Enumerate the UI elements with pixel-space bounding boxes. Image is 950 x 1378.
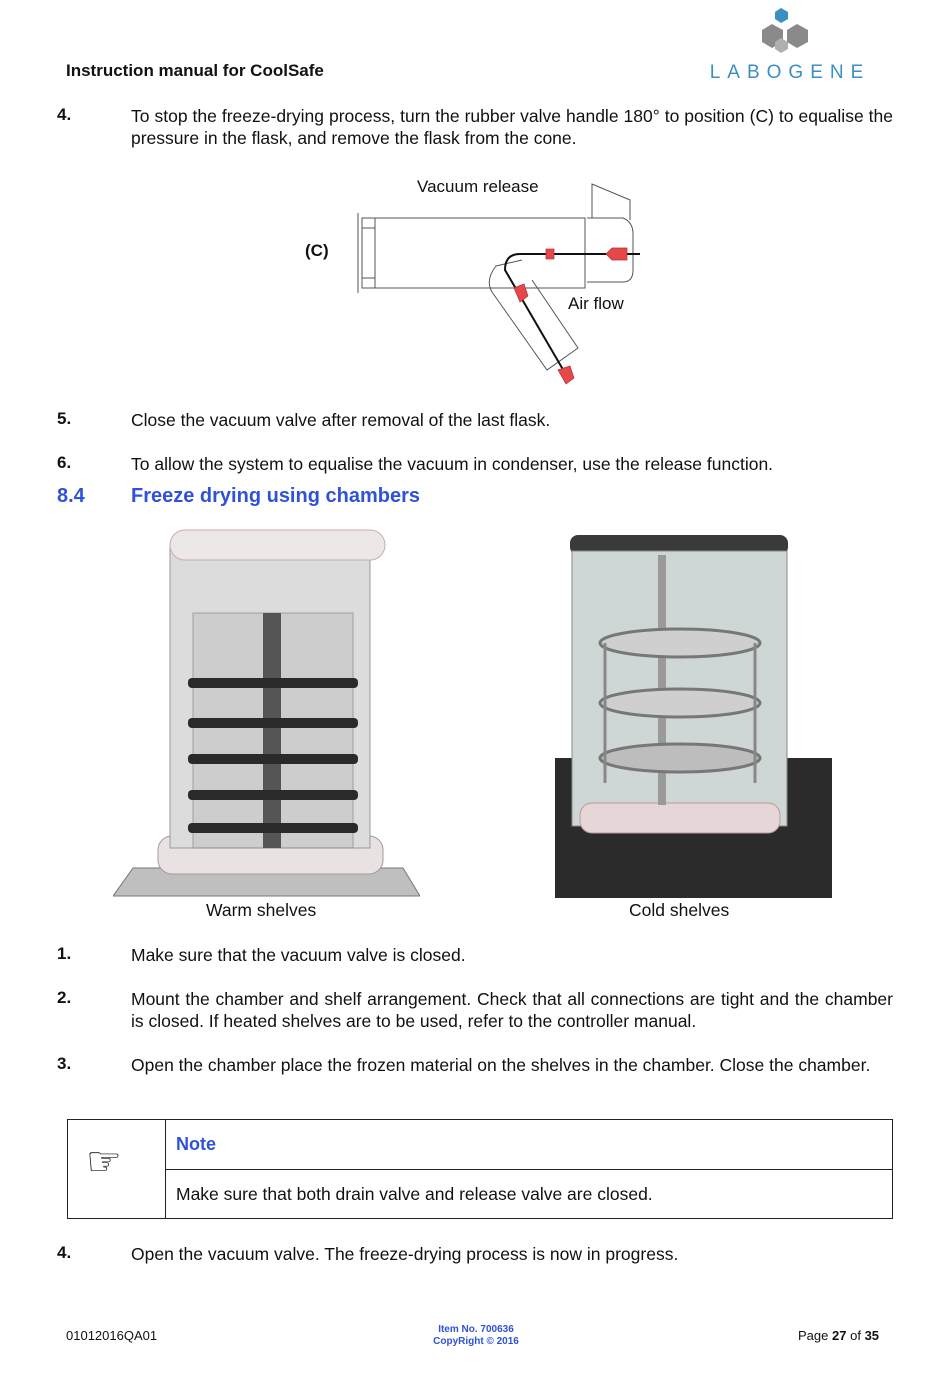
note-divider: [165, 1169, 892, 1170]
step-text: To stop the freeze-drying process, turn the rubber valve handle 180° to position (C) to equalise the pressure in the flask, and remove the flask from the cone.: [131, 106, 893, 148]
cold-shelves-photo: [550, 533, 832, 898]
step-text: To allow the system to equalise the vacuum in condenser, use the release function.: [131, 454, 774, 474]
step-text: Open the vacuum valve. The freeze-drying process is now in progress.: [131, 1244, 679, 1264]
warm-shelves-photo: [113, 518, 420, 898]
document-code: 01012016QA01: [66, 1328, 158, 1343]
page-current: 27: [832, 1328, 847, 1343]
step-number: 4.: [57, 1243, 72, 1262]
step-number: 1.: [57, 944, 72, 963]
airflow-arrow-icon: [606, 248, 627, 260]
step-text: Make sure that the vacuum valve is closed.: [131, 945, 466, 965]
labogene-logo: [695, 6, 890, 86]
page-total: 35: [864, 1328, 880, 1343]
diagram-vacuum-release-label: Vacuum release: [417, 177, 539, 196]
step-number: 5.: [57, 409, 72, 428]
diagram-position-label: (C): [305, 241, 329, 260]
note-title: Note: [176, 1134, 216, 1154]
page-indicator: [798, 1328, 879, 1343]
step-number: 6.: [57, 453, 72, 472]
step-number: 2.: [57, 988, 72, 1007]
document-title: Instruction manual for CoolSafe: [66, 61, 324, 80]
vacuum-release-diagram: [300, 170, 660, 395]
note-box: [67, 1119, 893, 1219]
pointing-hand-icon: ☞: [86, 1140, 122, 1184]
diagram-air-flow-label: Air flow: [568, 294, 624, 313]
step-text: Close the vacuum valve after removal of the last flask.: [131, 410, 551, 430]
airflow-arrow-icon: [514, 284, 528, 302]
logo-hexagons-icon: [695, 6, 890, 66]
airflow-arrow-icon: [558, 366, 574, 384]
copyright: CopyRight © 2016: [433, 1336, 519, 1347]
note-icon-cell: [68, 1120, 166, 1218]
step-text: Mount the chamber and shelf arrangement. Check that all connections are tight and the chamber is closed. If heated shelves are to be used, refer to the controller manual.: [131, 989, 893, 1031]
cold-shelves-caption: Cold shelves: [629, 900, 730, 920]
section-number: 8.4: [57, 485, 85, 507]
airflow-arrow-icon: [546, 249, 554, 259]
warm-shelves-caption: Warm shelves: [206, 900, 317, 920]
step-number: 3.: [57, 1054, 72, 1073]
page-of: of: [850, 1328, 861, 1343]
item-info: [420, 1324, 532, 1348]
step-text: Open the chamber place the frozen material on the shelves in the chamber. Close the chamber.: [131, 1055, 871, 1075]
logo-wordmark: LABOGENE: [709, 62, 871, 83]
section-title: Freeze drying using chambers: [131, 485, 420, 507]
step-number: 4.: [57, 105, 72, 124]
page-label: Page: [798, 1328, 829, 1343]
note-text: Make sure that both drain valve and release valve are closed.: [176, 1184, 653, 1204]
item-number: Item No. 700636: [438, 1324, 514, 1335]
